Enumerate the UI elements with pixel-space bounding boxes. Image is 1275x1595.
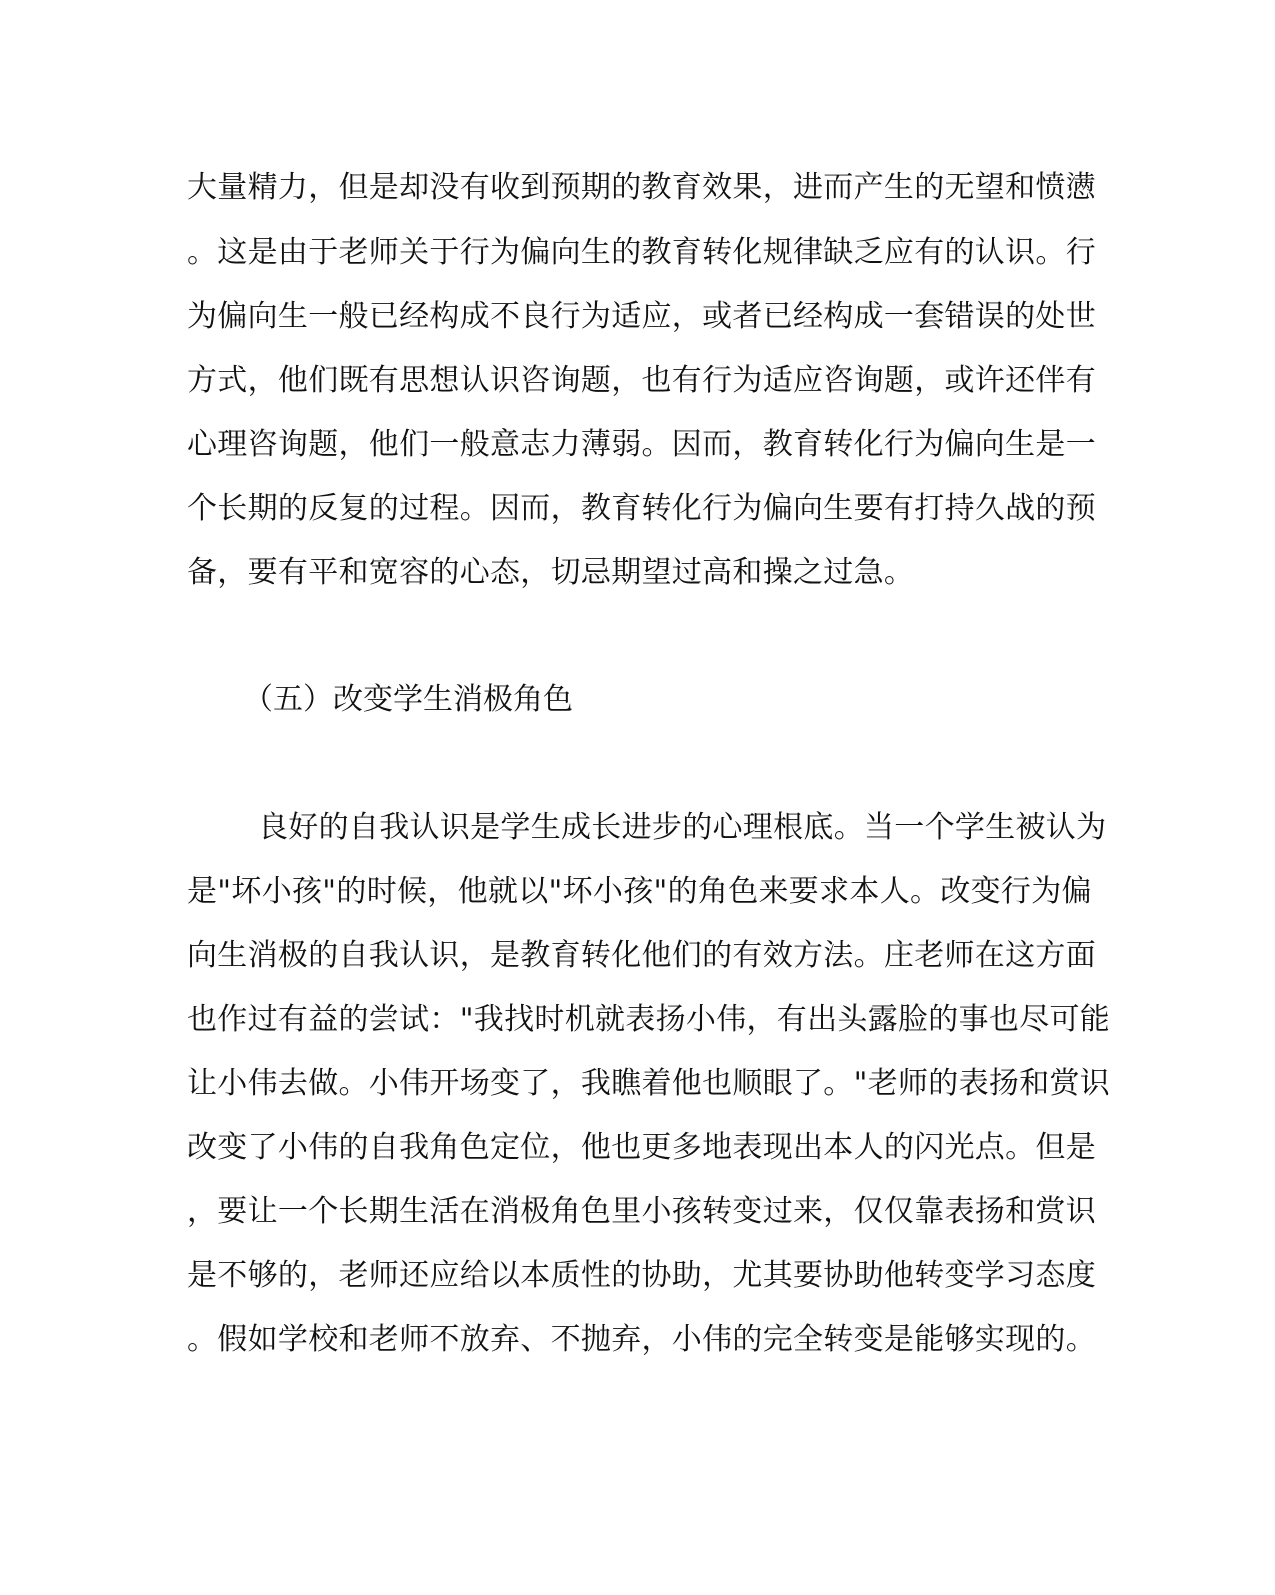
paragraph-1-line-6: 个长期的反复的过程。因而，教育转化行为偏向生要有打持久战的预 (187, 491, 1096, 526)
paragraph-2-line-1: 良好的自我认识是学生成长进步的心理根底。当一个学生被认为 (258, 810, 1107, 845)
paragraph-2-line-2: 是"坏小孩"的时候，他就以"坏小孩"的角色来要求本人。改变行为偏 (187, 874, 1092, 909)
section-heading: （五）改变学生消极角色 (243, 682, 573, 717)
paragraph-2-line-4: 也作过有益的尝试："我找时机就表扬小伟，有出头露脸的事也尽可能 (187, 1002, 1111, 1037)
paragraph-2-line-6: 改变了小伟的自我角色定位，他也更多地表现出本人的闪光点。但是 (187, 1130, 1096, 1165)
paragraph-2-line-9: 。假如学校和老师不放弃、不抛弃，小伟的完全转变是能够实现的。 (187, 1322, 1096, 1357)
paragraph-1-line-4: 方式，他们既有思想认识咨询题，也有行为适应咨询题，或许还伴有 (187, 363, 1096, 398)
paragraph-1-line-7: 备，要有平和宽容的心态，切忌期望过高和操之过急。 (187, 555, 915, 590)
paragraph-1-line-1: 大量精力，但是却没有收到预期的教育效果，进而产生的无望和愤懑 (187, 170, 1096, 205)
paragraph-2-line-7: ，要让一个长期生活在消极角色里小孩转变过来，仅仅靠表扬和赏识 (187, 1194, 1096, 1229)
paragraph-2-line-5: 让小伟去做。小伟开场变了，我瞧着他也顺眼了。"老师的表扬和赏识 (187, 1066, 1111, 1101)
paragraph-2-line-8: 是不够的，老师还应给以本质性的协助，尤其要协助他转变学习态度 (187, 1258, 1096, 1293)
paragraph-1-line-5: 心理咨询题，他们一般意志力薄弱。因而，教育转化行为偏向生是一 (187, 427, 1096, 462)
paragraph-1-line-2: 。这是由于老师关于行为偏向生的教育转化规律缺乏应有的认识。行 (187, 235, 1096, 270)
paragraph-1-line-3: 为偏向生一般已经构成不良行为适应，或者已经构成一套错误的处世 (187, 299, 1096, 334)
paragraph-2-line-3: 向生消极的自我认识，是教育转化他们的有效方法。庄老师在这方面 (187, 938, 1096, 973)
